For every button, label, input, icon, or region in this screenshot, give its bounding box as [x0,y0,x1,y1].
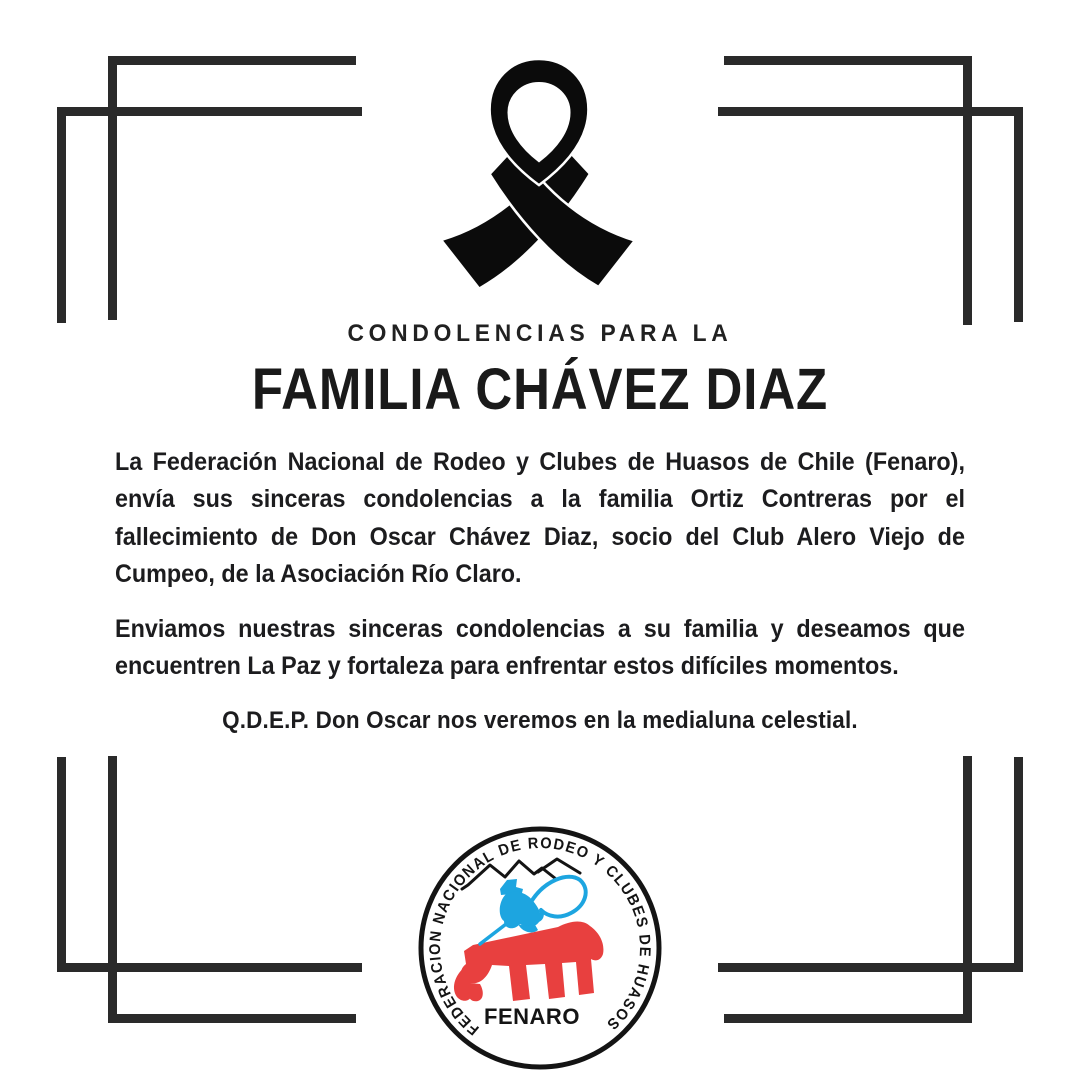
frame-bar [1014,107,1023,322]
frame-bar [108,56,356,65]
frame-bar [57,757,66,972]
paragraph-condolence: La Federación Nacional de Rodeo y Clubes de Huasos de Chile (Fenaro), envía sus sinceras condolencias a la familia Ortiz Contreras por el fallecimiento de Don Oscar Chávez Diaz, socio del Club Alero Viejo de Cumpeo, de la Asociación Río Claro. [115,448,965,589]
fenaro-logo [410,822,670,1074]
kicker-heading: CONDOLENCIAS PARA LA [347,320,733,347]
frame-bar [108,56,117,320]
frame-bar [718,963,1023,972]
frame-bar [57,963,362,972]
logo-ring-text: FEDERACION NACIONAL DE RODEO Y CLUBES DE HUASOS [426,834,654,1039]
paragraph-wishes: Enviamos nuestras sinceras condolencias a su familia y deseamos que encuentren La Paz y fortaleza para enfrentar estos difíciles momentos. [115,614,965,681]
frame-bar [108,756,117,1023]
page-title: FAMILIA CHÁVEZ DIAZ [251,357,829,422]
frame-bar [724,56,972,65]
farewell-line: Q.D.E.P. Don Oscar nos veremos en la medialuna celestial. [222,707,858,735]
frame-bar [108,1014,356,1023]
logo-wordmark: FENARO [484,1004,580,1029]
frame-bar [963,756,972,1023]
frame-bar [57,107,66,323]
frame-bar [57,107,362,116]
frame-bar [718,107,1023,116]
frame-bar [963,56,972,325]
frame-bar [1014,757,1023,972]
message-body [115,444,965,740]
frame-bar [724,1014,972,1023]
mourning-ribbon-icon [437,53,639,290]
